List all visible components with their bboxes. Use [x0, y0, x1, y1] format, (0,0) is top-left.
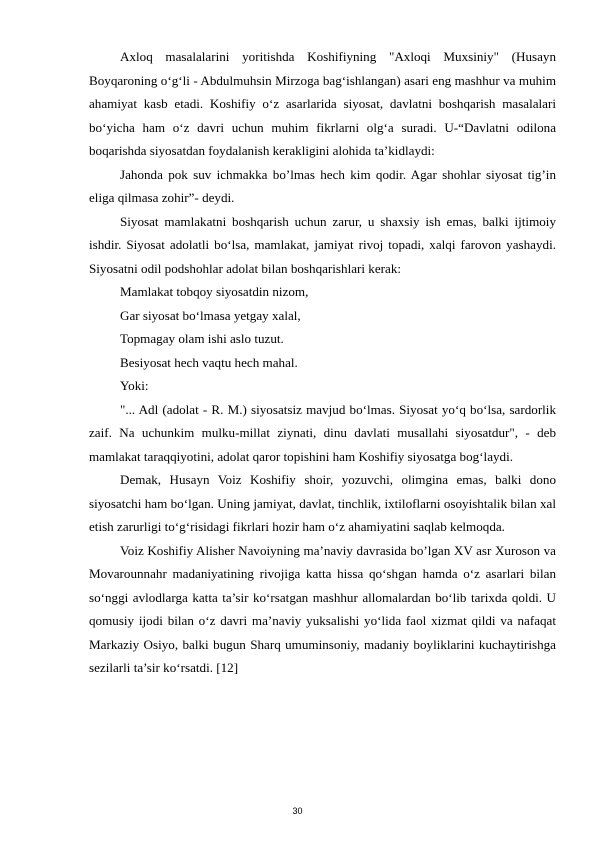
document-body — [89, 45, 556, 680]
verse-line: Mamlakat tobqoy siyosatdin nizom, — [120, 284, 309, 299]
paragraph-siyosat-mamlakatni: Siyosat mamlakatni boshqarish uchun zarur, u shaxsiy ish emas, balki ijtimoiy ishdir. Siyosat adolatli bo‘lsa, mamlakat, jamiyat rivoj topadi, xalqi farovon yashaydi. Siyosatni odil podshohlar adolat bilan boshqarishlari kerak: — [89, 213, 556, 276]
verse-line: Topmagay olam ishi aslo tuzut. — [120, 331, 284, 346]
page-number: 30 — [292, 806, 303, 816]
yoki-label: Yoki: — [120, 378, 149, 393]
paragraph-axloqi-muxsiniy: Axloq masalalarini yoritishda Koshifiyning "Axloqi Muxsiniy" (Husayn Boyqaroning o‘g‘li - Abdulmuhsin Mirzoga bag‘ishlangan) asari eng mashhur va muhim ahamiyat kasb etadi. Koshifiy o‘z asarlarida siyosat, davlatni boshqarish masalalari bo‘yicha ham o‘z davri uchun muhim fikrlarni olg‘a suradi. U-“Davlatni odilona boqarishda siyosatdan foydalanish kerakligini alohida ta’kidlaydi: — [89, 49, 556, 158]
paragraph-adl-siyosatsiz: "... Adl (adolat - R. M.) siyosatsiz mavjud bo‘lmas. Siyosat yo‘q bo‘lsa, sardorlik zaif. Na uchunkim mulku-millat ziynati, dinu davlati musallahi siyosatdur", - deb mamlakat taraqqiyotini, adolat qaror topishini ham Koshifiy siyosatga bog‘laydi. — [89, 401, 556, 464]
paragraph-demak-koshifiy: Demak, Husayn Voiz Koshifiy shoir, yozuvchi, olimgina emas, balki dono siyosatchi ham bo‘lgan. Uning jamiyat, davlat, tinchlik, ixtiloflarni osoyishtalik bilan xal etish zarurligi to‘g‘risidagi fikrlari hozir ham o‘z ahamiyatini saqlab kelmoqda. — [89, 472, 556, 534]
verse-line: Gar siyosat bo‘lmasa yetgay xalal, — [120, 307, 301, 323]
paragraph-jahonda-pok-suv: Jahonda pok suv ichmakka bo’lmas hech kim qodir. Agar shohlar siyosat tig’in eliga qilmasa zohir”- deydi. — [89, 166, 556, 205]
paragraph-voiz-koshifiy: Voiz Koshifiy Alisher Navoiyning ma’naviy davrasida bo’lgan XV asr Xuroson va Movarounnahr madaniyatining rivojiga katta hissa qo‘shgan hamda o‘z asarlari bilan so‘nggi avlodlarga katta ta’sir ko‘rsatgan mashhur allomalardan bo‘lib tarixda qoldi. U qomusiy ijodi bilan o‘z davri ma’naviy yuksalishi yo‘lida faol xizmat qildi va nafaqat Markaziy Osiyo, balki bugun Sharq umuminsoniy, madaniy boyliklarini kuchaytirishga sezilarli ta’sir ko‘rsatdi. [12] — [89, 542, 556, 675]
verse-block — [89, 280, 556, 374]
verse-line: Besiyosat hech vaqtu hech mahal. — [120, 354, 298, 370]
